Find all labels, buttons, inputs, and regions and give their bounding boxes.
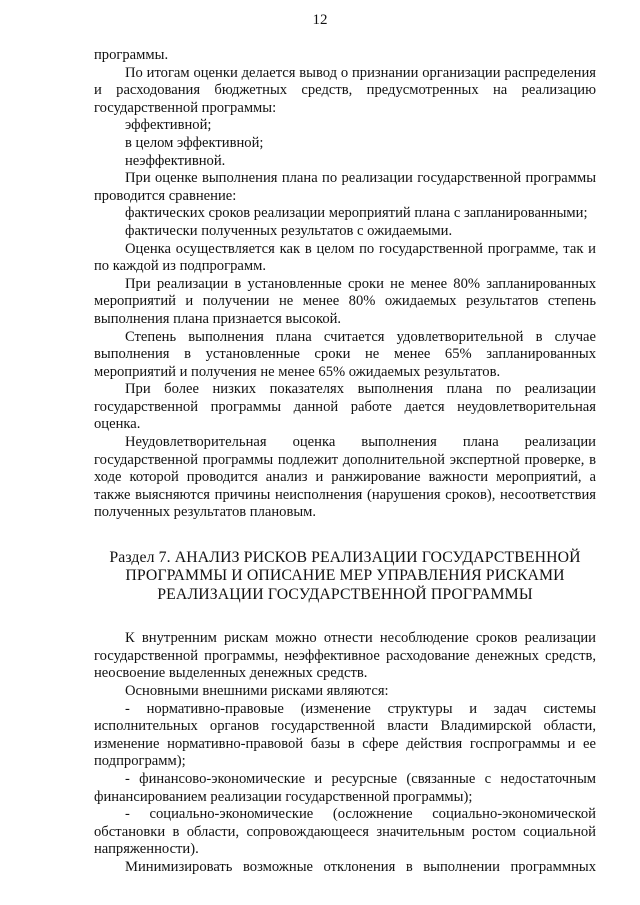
list-item-legal-risks: - нормативно-правовые (изменение структуры и задач системы исполнительных органов государственной власти Владимирской области, изменение нормативно-правовой базы в сфере действия госпрограммы и ее подпрограмм);	[94, 700, 596, 770]
paragraph-internal-risks: К внутренним рискам можно отнести несоблюдение сроков реализации государственной программы, неэффективное расходование денежных средств, неосвоение выделенных денежных средств.	[94, 630, 596, 682]
paragraph-minimize-deviations: Минимизировать возможные отклонения в выполнении программных	[125, 858, 596, 875]
paragraph-unsatisfactory-degree: При более низких показателях выполнения плана по реализации государственной программы данной работе дается неудовлетворительная оценка.	[94, 381, 596, 433]
list-item-financial-risks: - финансово-экономические и ресурсные (связанные с недостаточным финансированием реализации государственной программы);	[94, 771, 596, 805]
section-heading-line-2: ПРОГРАММЫ И ОПИСАНИЕ МЕР УПРАВЛЕНИЯ РИСКАМИ	[125, 567, 565, 585]
section-heading-line-3: РЕАЛИЗАЦИИ ГОСУДАРСТВЕННОЙ ПРОГРАММЫ	[157, 585, 533, 603]
list-item-generally-effective: в целом эффективной;	[125, 134, 264, 151]
list-item-socioeconomic-risks: - социально-экономические (осложнение социально-экономической обстановки в области, сопровождающееся значительным ростом социальной напряженности).	[94, 806, 596, 858]
list-item-actual-deadlines: фактических сроков реализации мероприятий плана с запланированными;	[125, 205, 588, 222]
list-item-actual-results: фактически полученных результатов с ожидаемыми.	[125, 222, 453, 239]
section-heading-line-1: Раздел 7. АНАЛИЗ РИСКОВ РЕАЛИЗАЦИИ ГОСУДАРСТВЕННОЙ	[109, 549, 581, 567]
page-body	[94, 47, 596, 877]
paragraph-satisfactory-degree: Степень выполнения плана считается удовлетворительной в случае выполнения в установленные сроки не менее 65% запланированных мероприятий и получения не менее 65% ожидаемых результатов.	[94, 328, 596, 380]
list-item-effective: эффективной;	[125, 117, 212, 134]
section-heading	[94, 549, 596, 604]
paragraph-continuation: программы.	[94, 47, 169, 63]
paragraph-evaluation-conclusion: По итогам оценки делается вывод о признании организации распределения и расходования бюджетных средств, предусмотренных на реализацию государственной программы:	[94, 64, 596, 116]
paragraph-high-degree: При реализации в установленные сроки не менее 80% запланированных мероприятий и получении не менее 80% ожидаемых результатов степень выполнения плана признается высокой.	[94, 275, 596, 327]
page-number: 12	[312, 12, 328, 28]
paragraph-external-risks-intro: Основными внешними рисками являются:	[125, 683, 389, 700]
paragraph-plan-comparison: При оценке выполнения плана по реализации государственной программы проводится сравнение:	[94, 170, 596, 204]
paragraph-assessment-scope: Оценка осуществляется как в целом по государственной программе, так и по каждой из подпрограмм.	[94, 240, 596, 275]
list-item-ineffective: неэффективной.	[125, 152, 226, 169]
paragraph-expert-review: Неудовлетворительная оценка выполнения плана реализации государственной программы подлежит дополнительной экспертной проверке, в ходе которой проводится анализ и ранжирование важности мероприятий, а также выясняются причины неисполнения (нарушения сроков), несоответствия полученных результатов плановым.	[94, 434, 596, 521]
